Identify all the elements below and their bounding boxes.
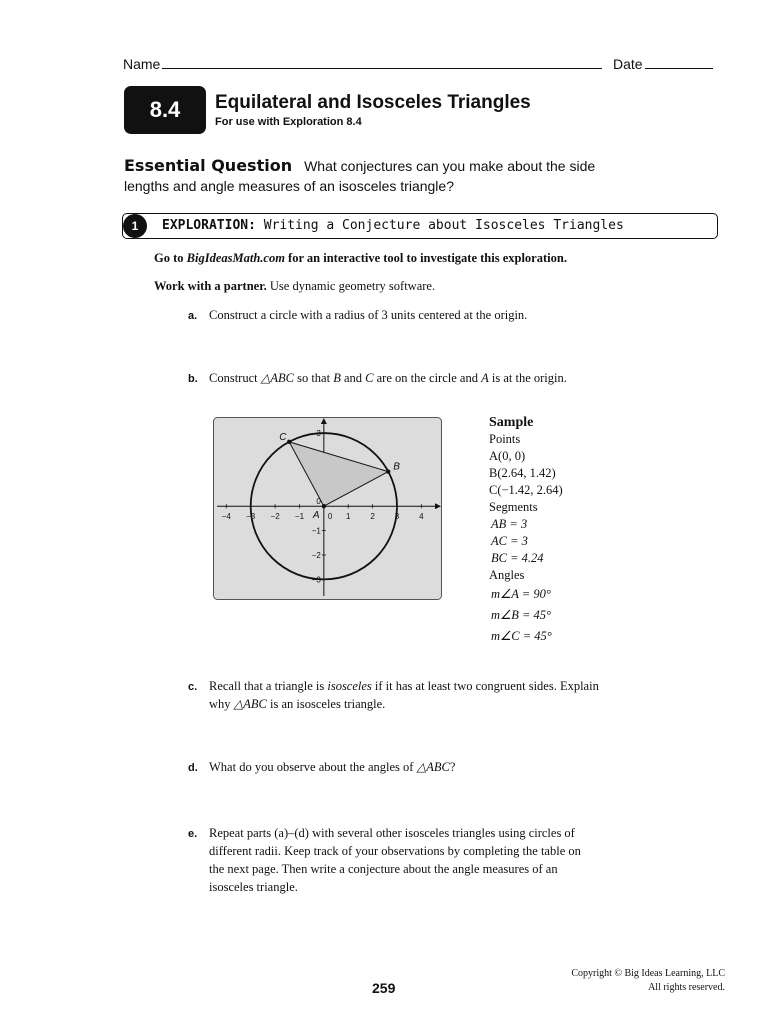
sample-title: Sample	[489, 415, 534, 430]
item-c-l2b: △ABC	[233, 697, 267, 711]
sample-point-b: B(2.64, 1.42)	[489, 466, 556, 480]
item-d	[188, 758, 648, 778]
item-b-prefix: Construct	[209, 371, 261, 385]
item-a-letter: a.	[188, 310, 198, 322]
point-b	[386, 469, 390, 473]
y-tick-label: 0	[316, 497, 321, 507]
sample-panel	[489, 414, 563, 645]
item-e-l4: isosceles triangle.	[209, 880, 298, 894]
intro-prefix: Go to	[154, 251, 187, 265]
sample-segments-label: Segments	[489, 500, 538, 514]
essential-question-label: Essential Question	[124, 156, 293, 175]
item-d-c: ?	[449, 760, 456, 774]
coordinate-graph	[213, 417, 442, 600]
lesson-number-badge: 8.4	[124, 86, 206, 134]
copyright-line-1: Copyright © Big Ideas Learning, LLC	[571, 968, 725, 979]
page-number: 259	[372, 980, 396, 996]
item-a	[188, 306, 648, 326]
name-field[interactable]	[123, 54, 602, 72]
sample-angle-b: m∠B = 45°	[491, 608, 552, 622]
date-field[interactable]	[613, 54, 713, 72]
partner-label: Work with a partner.	[154, 279, 267, 293]
item-b-v1: B	[333, 371, 341, 385]
item-c-l1a: Recall that a triangle is	[209, 679, 328, 693]
item-c-l2c: is an isosceles triangle.	[266, 697, 386, 711]
item-b-mid3: are on the circle and	[373, 371, 482, 385]
item-e-l1: Repeat parts (a)–(d) with several other isosceles triangles using circles of	[209, 826, 575, 840]
item-c-l2a: why	[209, 697, 234, 711]
point-label-a: A	[312, 510, 320, 522]
y-tick-label: −1	[311, 526, 321, 536]
copyright-line-2: All rights reserved.	[648, 982, 725, 993]
date-label: Date	[613, 56, 643, 72]
intro-line	[154, 251, 567, 266]
x-tick-label: 4	[419, 512, 424, 522]
item-e	[188, 824, 658, 900]
item-d-letter: d.	[188, 762, 198, 774]
item-c-l1c: if it has at least two congruent sides. Explain	[371, 679, 599, 693]
item-d-b: △ABC	[416, 760, 450, 774]
exploration-label: EXPLORATION:	[162, 218, 256, 233]
x-tick-label-zero: 0	[327, 512, 333, 522]
essential-question-text-2: lengths and angle measures of an isosceles triangle?	[124, 178, 454, 194]
item-b-letter: b.	[188, 373, 198, 385]
item-d-a: What do you observe about the angles of	[209, 760, 417, 774]
item-e-text	[209, 824, 581, 896]
item-b-v2: C	[365, 371, 374, 385]
lesson-subtitle: For use with Exploration 8.4	[215, 116, 362, 128]
item-d-text	[209, 758, 455, 776]
x-tick-label: −3	[246, 512, 256, 522]
point-c	[287, 440, 291, 444]
item-b-v3: A	[481, 371, 489, 385]
y-tick-label: 3	[316, 429, 321, 439]
x-tick-label: −1	[294, 512, 305, 522]
sample-seg-bc: BC = 4.24	[491, 551, 544, 565]
item-a-text: Construct a circle with a radius of 3 units centered at the origin.	[209, 308, 528, 322]
item-c-text	[209, 677, 599, 713]
essential-question	[124, 156, 684, 196]
y-tick-label: −3	[311, 575, 321, 585]
item-e-l2: different radii. Keep track of your observations by completing the table on	[209, 844, 581, 858]
point-label-c: C	[279, 431, 287, 443]
x-tick-label: 2	[370, 512, 375, 522]
name-blank[interactable]	[162, 54, 602, 69]
item-b-text	[209, 369, 567, 387]
item-e-l3: the next page. Then write a conjecture about the angle measures of an	[209, 862, 558, 876]
partner-text: Use dynamic geometry software.	[266, 279, 436, 293]
item-e-letter: e.	[188, 828, 198, 840]
sample-seg-ab: AB = 3	[491, 517, 528, 531]
item-b	[188, 369, 648, 389]
sample-angle-c: m∠C = 45°	[491, 629, 552, 643]
exploration-title: Writing a Conjecture about Isosceles Triangles	[263, 218, 624, 233]
item-b-mid2: and	[340, 371, 366, 385]
x-tick-label: 3	[394, 512, 400, 522]
x-tick-label: −2	[270, 512, 280, 522]
y-tick-label: −2	[311, 550, 321, 560]
date-blank[interactable]	[645, 54, 713, 69]
copyright	[520, 967, 725, 995]
sample-point-c: C(−1.42, 2.64)	[489, 483, 563, 497]
sample-angles-label: Angles	[489, 568, 525, 582]
sample-seg-ac: AC = 3	[491, 534, 528, 548]
sample-points-label: Points	[489, 432, 521, 446]
point-a	[322, 504, 326, 508]
name-label: Name	[123, 56, 161, 72]
exploration-number: 1	[123, 214, 147, 238]
partner-line	[154, 279, 435, 294]
lesson-title: Equilateral and Isosceles Triangles	[215, 92, 531, 113]
item-b-mid1: so that	[293, 371, 334, 385]
item-b-suffix: is at the origin.	[488, 371, 567, 385]
exploration-heading	[162, 218, 624, 233]
item-c-l1b: isosceles	[327, 679, 372, 693]
x-tick-label: −4	[221, 512, 231, 522]
item-c	[188, 677, 658, 717]
essential-question-text-1: What conjectures can you make about the side	[304, 158, 596, 174]
graph-frame	[214, 418, 442, 600]
x-tick-label: 1	[345, 512, 351, 522]
item-c-letter: c.	[188, 681, 198, 693]
intro-site-link[interactable]: BigIdeasMath.com	[186, 251, 285, 265]
intro-suffix: for an interactive tool to investigate this exploration.	[284, 251, 567, 265]
point-label-b: B	[393, 461, 400, 473]
sample-point-a: A(0, 0)	[489, 449, 526, 463]
sample-angle-a: m∠A = 90°	[491, 587, 551, 601]
item-b-triangle: △ABC	[260, 371, 294, 385]
